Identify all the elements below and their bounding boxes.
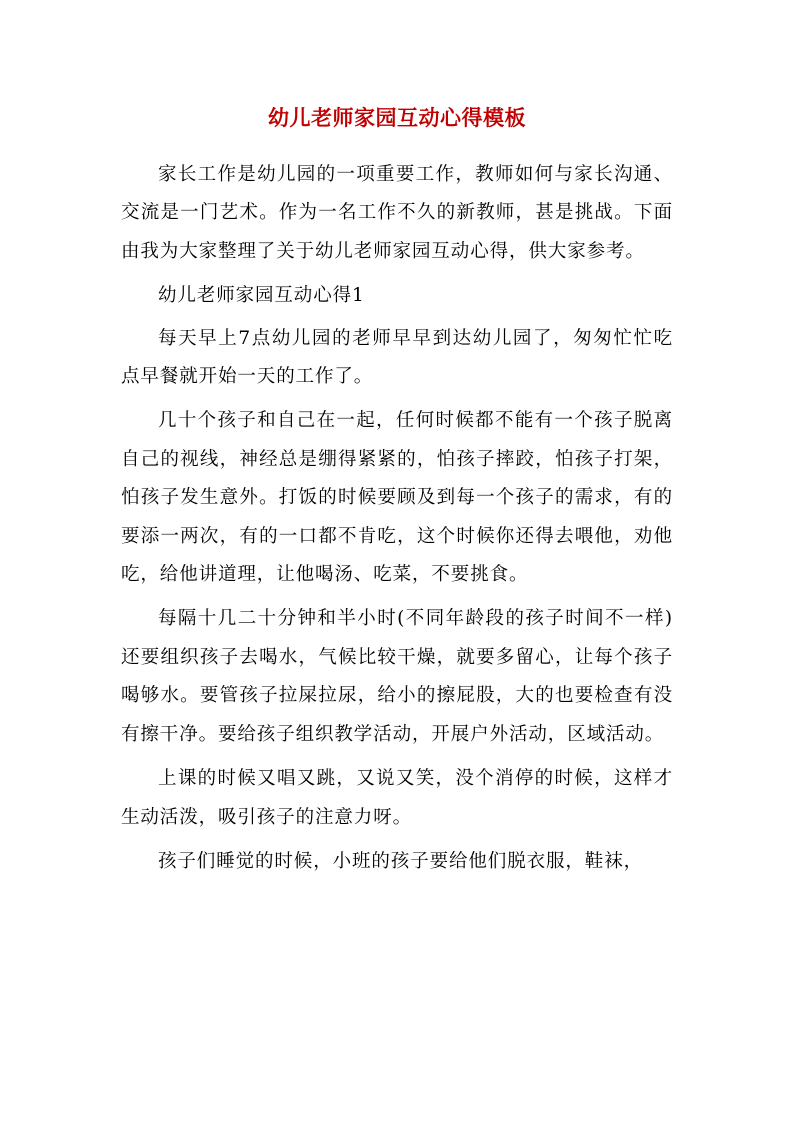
body-paragraph: 每天早上7点幼儿园的老师早早到达幼儿园了，匆匆忙忙吃点早餐就开始一天的工作了。 [121,327,673,388]
document-body [121,156,673,887]
body-paragraph: 上课的时候又唱又跳，又说又笑，没个消停的时候，这样才生动活泼，吸引孩子的注意力呀。 [121,768,673,828]
document-title: 幼儿老师家园互动心得模板 [268,105,526,130]
section-heading: 幼儿老师家园互动心得1 [158,285,365,307]
body-paragraph: 孩子们睡觉的时候，小班的孩子要给他们脱衣服，鞋袜， [158,850,644,872]
body-paragraph: 几十个孩子和自己在一起，任何时候都不能有一个孩子脱离自己的视线，神经总是绷得紧紧的，怕孩子摔跤，怕孩子打架，怕孩子发生意外。打饭的时候要顾及到每一个孩子的需求，有的要添一两次，有的一口都不肯吃，这个时候你还得去喂他，劝他吃，给他讲道理，让他喝汤、吃菜，不要挑食。 [121,410,673,586]
intro-paragraph: 家长工作是幼儿园的一项重要工作，教师如何与家长沟通、交流是一门艺术。作为一名工作不久的新教师，甚是挑战。下面由我为大家整理了关于幼儿老师家园互动心得，供大家参考。 [121,164,673,262]
body-paragraph: 每隔十几二十分钟和半小时(不同年龄段的孩子时间不一样)还要组织孩子去喝水，气候比较干燥，就要多留心，让每个孩子喝够水。要管孩子拉屎拉尿，给小的擦屁股，大的也要检查有没有擦干净。要给孩子组织教学活动，开展户外活动，区域活动。 [121,608,673,745]
